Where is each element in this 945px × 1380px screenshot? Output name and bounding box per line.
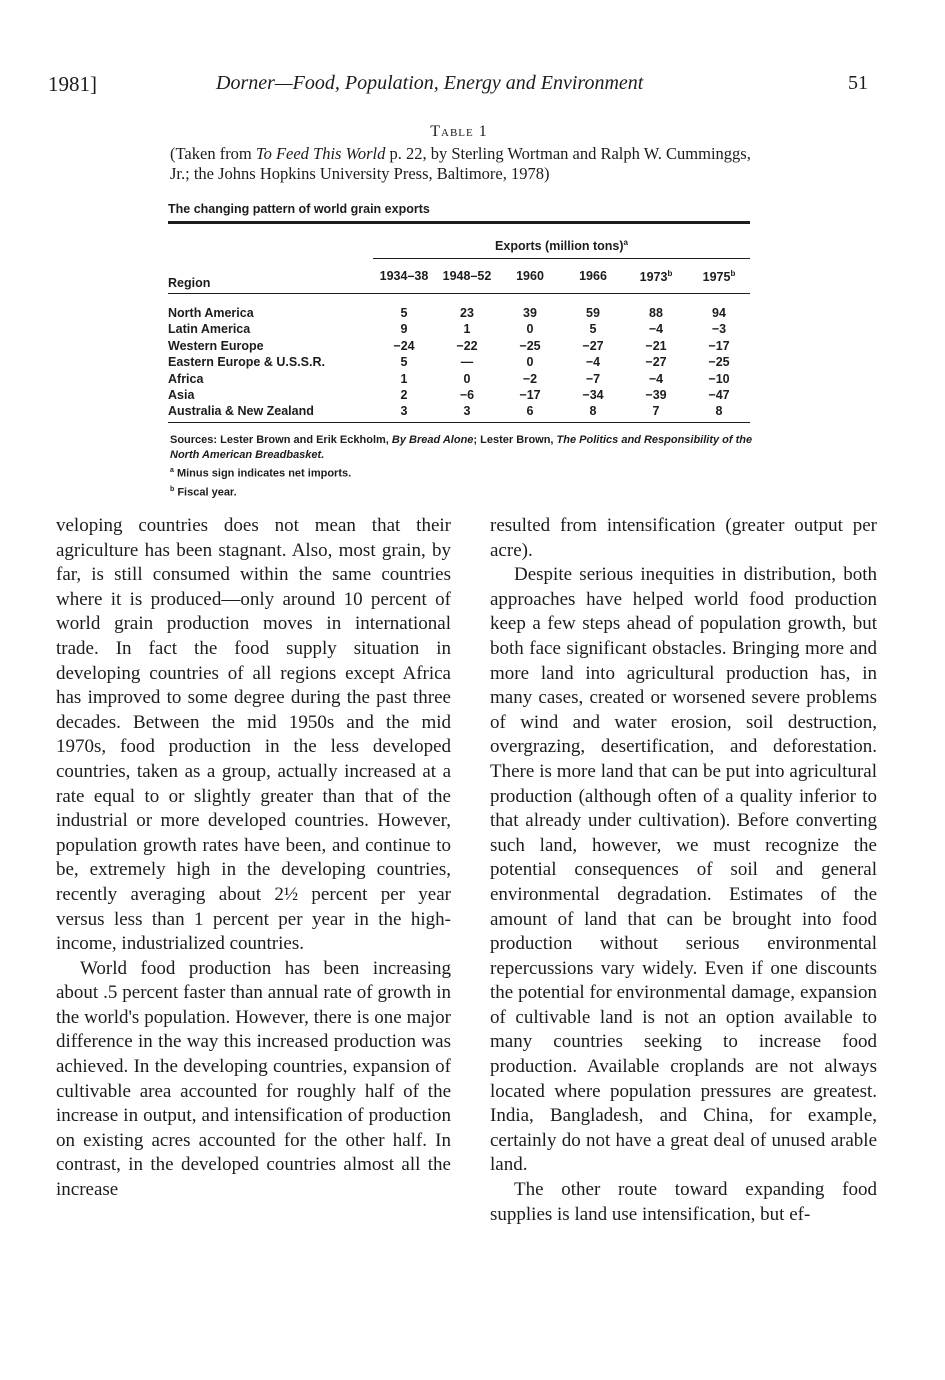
- footnote-b: $^b$ Fiscal year.: [170, 485, 237, 499]
- value-cell: 5: [400, 306, 408, 320]
- value-cell: −39: [645, 388, 667, 402]
- value-cell: −7: [585, 371, 601, 386]
- value-cell: 0: [526, 322, 534, 337]
- paragraph: veloping countries does not mean that their agriculture has been stagnant. Also, most grain, by far, is still consumed within the same countries where it is produced—only around 10 percent of world grain production moves in international trade. In fact the food supply situation in developing countries of all regions except Africa has improved to some degree during the past three decades. Between the mid 1950s and the mid 1970s, food production in the less developed countries, taken as a group, actually increased at a rate equal to or slightly greater than that of the industrial or more developed countries. However, population growth rates have been, and continue to be, extremely high in the developing countries, recently averaging about 2½ percent per year versus less than 1 percent per year in the high-income, industrialized countries.: [56, 515, 451, 955]
- region-column-header: Region: [168, 276, 211, 290]
- paragraph: Despite serious inequities in distribution, both approaches have helped world food production keep a few steps ahead of population growth, but both face significant obstacles. Bringing more and more land into agricultural production has, in many cases, created or worsened severe problems of wind and water erosion, soil destruction, overgrazing, desertification, and deforestation. There is more land that can be put into agricultural production (although often of a quality inferior to that already under cultivation). Before converting such land, however, we must recognize the potential consequences of soil and general environmental degradation. Estimates of the amount of land that can be brought into food production without serious environmental repercussions vary widely. Even if one discounts the potential for environmental damage, expansion of cultivable land is not an option available to many countries seeking to increase food production. Available croplands are not always located where population pressures are greatest. India, Bangladesh, and China, for example, certainly do not have a great deal of unused arable land.: [490, 564, 877, 1176]
- exports-span-header: Exports (million tons)$^a$: [495, 238, 628, 254]
- table-row: [168, 355, 750, 372]
- value-cell: −25: [519, 338, 541, 353]
- value-cell: −10: [708, 371, 730, 386]
- region-cell: Australia & New Zealand: [168, 404, 314, 419]
- value-cell: 5: [589, 322, 597, 337]
- value-cell: −6: [459, 388, 475, 402]
- caption-rest: p. 22, by Sterling Wortman and Ralph W. Cumminggs, Jr.; the Johns Hopkins University Press, Baltimore, 1978): [170, 144, 751, 183]
- table-heading: The changing pattern of world grain exports: [168, 202, 430, 216]
- bottom-rule: [168, 422, 750, 423]
- value-cell: 2: [400, 388, 408, 402]
- value-cell: −47: [708, 388, 730, 402]
- running-header: [48, 72, 868, 100]
- value-cell: −4: [585, 355, 601, 370]
- value-cell: −24: [393, 338, 415, 353]
- value-cell: 8: [589, 404, 597, 419]
- year-column-header: 1966: [579, 269, 607, 283]
- header-rule: [168, 293, 750, 294]
- region-cell: Africa: [168, 371, 204, 386]
- value-cell: 59: [586, 306, 600, 320]
- caption-lead: (Taken from: [170, 144, 256, 163]
- body-column-left: [56, 514, 451, 1203]
- value-cell: 3: [400, 404, 408, 419]
- issue-year: 1981]: [48, 72, 97, 96]
- value-cell: −34: [582, 388, 604, 402]
- value-cell: —: [460, 355, 474, 370]
- value-cell: −17: [708, 338, 730, 353]
- running-title: Dorner—Food, Population, Energy and Environment: [216, 72, 644, 94]
- value-cell: −27: [645, 355, 667, 370]
- value-cell: −21: [645, 338, 667, 353]
- table-caption: [170, 144, 760, 184]
- paragraph: resulted from intensification (greater output per acre).: [490, 515, 877, 561]
- sources-note: Sources: Lester Brown and Erik Eckholm, By Bread Alone; Lester Brown, The Politics and Responsibility of the North American Breadbasket.: [170, 434, 753, 461]
- year-column-header: 1934–38: [379, 269, 429, 283]
- value-cell: 8: [715, 404, 723, 419]
- table-row: [168, 388, 750, 405]
- value-cell: 1: [400, 371, 408, 386]
- year-column-header: 1973$^b$: [639, 269, 673, 285]
- value-cell: −25: [708, 355, 730, 370]
- table-row: [168, 306, 750, 323]
- value-cell: −22: [456, 338, 478, 353]
- value-cell: 0: [526, 355, 534, 370]
- region-cell: Eastern Europe & U.S.S.R.: [168, 355, 325, 370]
- value-cell: −17: [519, 388, 541, 402]
- value-cell: 1: [463, 322, 471, 337]
- paragraph: The other route toward expanding food supplies is land use intensification, but ef-: [490, 1179, 877, 1225]
- value-cell: 0: [463, 371, 471, 386]
- table-row: [168, 339, 750, 356]
- value-cell: −4: [648, 322, 664, 337]
- value-cell: 6: [526, 404, 534, 419]
- table-notes: [170, 433, 770, 500]
- value-cell: −4: [648, 371, 664, 386]
- table-row: [168, 322, 750, 339]
- value-cell: 94: [712, 306, 726, 320]
- table-label: Table 1: [430, 123, 488, 140]
- value-cell: 23: [460, 306, 474, 320]
- span-rule: [373, 258, 750, 259]
- footnote-a: $^a$ Minus sign indicates net imports.: [170, 467, 352, 480]
- year-column-header: 1960: [516, 269, 544, 283]
- paragraph: World food production has been increasing about .5 percent faster than annual rate of growth in the world's population. However, there is one major difference in the way this increased production was achieved. In the developing countries, expansion of cultivable area accounted for roughly half of the increase in output, and intensification of production on existing acres accounted for the other half. In contrast, in the developed countries almost all the increase: [56, 957, 451, 1201]
- value-cell: 7: [652, 404, 660, 419]
- region-cell: North America: [168, 306, 254, 320]
- value-cell: −3: [711, 322, 727, 337]
- region-cell: Latin America: [168, 322, 251, 337]
- value-cell: 5: [400, 355, 408, 370]
- value-cell: −27: [582, 338, 604, 353]
- value-cell: 88: [649, 306, 663, 320]
- top-rule: [168, 221, 750, 224]
- value-cell: 9: [400, 322, 408, 337]
- body-column-right: [490, 514, 877, 1227]
- year-column-header: 1975$^b$: [702, 269, 736, 285]
- region-cell: Western Europe: [168, 338, 264, 353]
- table-row: [168, 372, 750, 389]
- table-row: [168, 404, 750, 421]
- page-number: 51: [848, 72, 868, 94]
- value-cell: −2: [522, 371, 538, 386]
- year-column-header: 1948–52: [442, 269, 492, 283]
- value-cell: 3: [463, 404, 471, 419]
- caption-book-title: To Feed This World: [255, 144, 386, 163]
- region-cell: Asia: [168, 388, 195, 402]
- value-cell: 39: [523, 306, 537, 320]
